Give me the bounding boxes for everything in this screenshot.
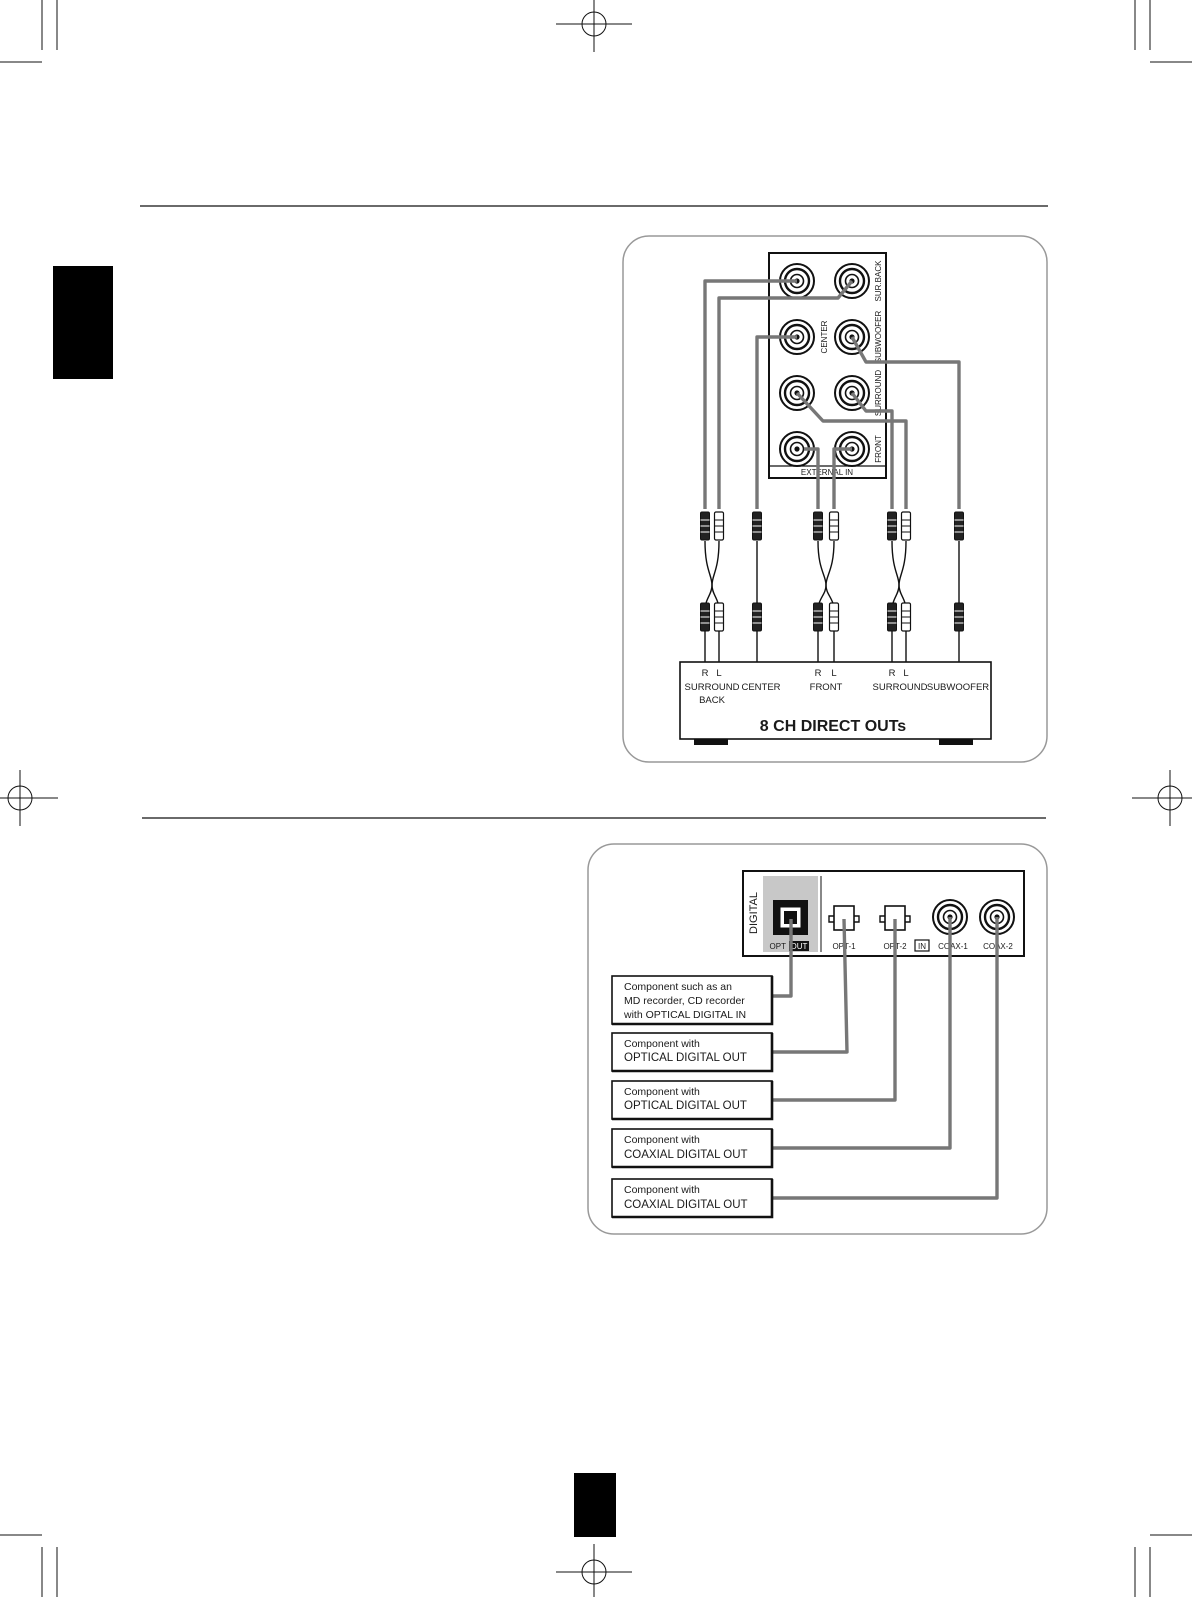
out-label-surround-r: R	[888, 668, 896, 679]
component-5-line-2: COAXIAL DIGITAL OUT	[624, 1199, 748, 1211]
component-box-5	[612, 1179, 772, 1217]
out-label-sb-l: L	[716, 668, 722, 679]
out-label-center: CENTER	[741, 682, 781, 693]
digital-label: DIGITAL	[748, 892, 760, 934]
out-label-front-l: L	[831, 668, 837, 679]
component-2-line-2: OPTICAL DIGITAL OUT	[624, 1052, 747, 1064]
out-label-front-r: R	[814, 668, 822, 679]
label-center: CENTER	[820, 320, 829, 354]
component-box-2	[612, 1033, 772, 1071]
component-box-3	[612, 1081, 772, 1119]
external-in-label: EXTERNAL IN	[800, 468, 854, 477]
registration-mark-bottom	[556, 1544, 632, 1597]
out-label-front: FRONT	[809, 682, 843, 693]
component-box-1	[612, 976, 772, 1024]
component-box-4	[612, 1129, 772, 1167]
diagram-digital-connection	[588, 844, 1047, 1234]
in-badge: IN	[918, 942, 926, 951]
coax-1-label: COAX-1	[938, 942, 968, 951]
component-2-line-1: Component with	[624, 1038, 700, 1050]
registration-mark-left	[0, 770, 58, 826]
component-3-line-1: Component with	[624, 1086, 700, 1098]
opt-out-label-1: OPT	[769, 942, 786, 951]
out-label-surround: SURROUND	[872, 682, 928, 693]
out-label-surround-l: L	[903, 668, 909, 679]
diagram-8ch-connection	[623, 236, 1047, 762]
component-1-line-2: MD recorder, CD recorder	[624, 995, 745, 1007]
label-subwoofer: SUBWOOFER	[874, 310, 883, 364]
language-tab	[53, 266, 113, 379]
output-device-title: 8 CH DIRECT OUTs	[759, 718, 907, 735]
component-4-line-1: Component with	[624, 1134, 700, 1146]
component-5-line-1: Component with	[624, 1184, 700, 1196]
registration-mark-top	[556, 0, 632, 52]
out-label-surround-back-1: SURROUND	[684, 682, 740, 693]
label-front: FRONT	[874, 435, 883, 463]
out-label-sb-r: R	[701, 668, 709, 679]
component-1-line-1: Component such as an	[624, 981, 732, 993]
component-3-line-2: OPTICAL DIGITAL OUT	[624, 1100, 747, 1112]
out-label-surround-back-2: BACK	[699, 695, 725, 706]
registration-mark-right	[1132, 770, 1192, 826]
opt-2-label: OPT-2	[883, 942, 907, 951]
label-sur-back: SUR.BACK	[874, 260, 883, 302]
out-label-subwoofer: SUBWOOFER	[926, 682, 990, 693]
opt-1-label: OPT-1	[832, 942, 856, 951]
coax-2-label: COAX-2	[983, 942, 1013, 951]
opt-out-label-2: OUT	[790, 942, 808, 951]
component-1-line-3: with OPTICAL DIGITAL IN	[624, 1009, 747, 1021]
page-number-tab	[574, 1473, 616, 1537]
label-surround: SURROUND	[874, 369, 883, 417]
component-4-line-2: COAXIAL DIGITAL OUT	[624, 1149, 748, 1161]
